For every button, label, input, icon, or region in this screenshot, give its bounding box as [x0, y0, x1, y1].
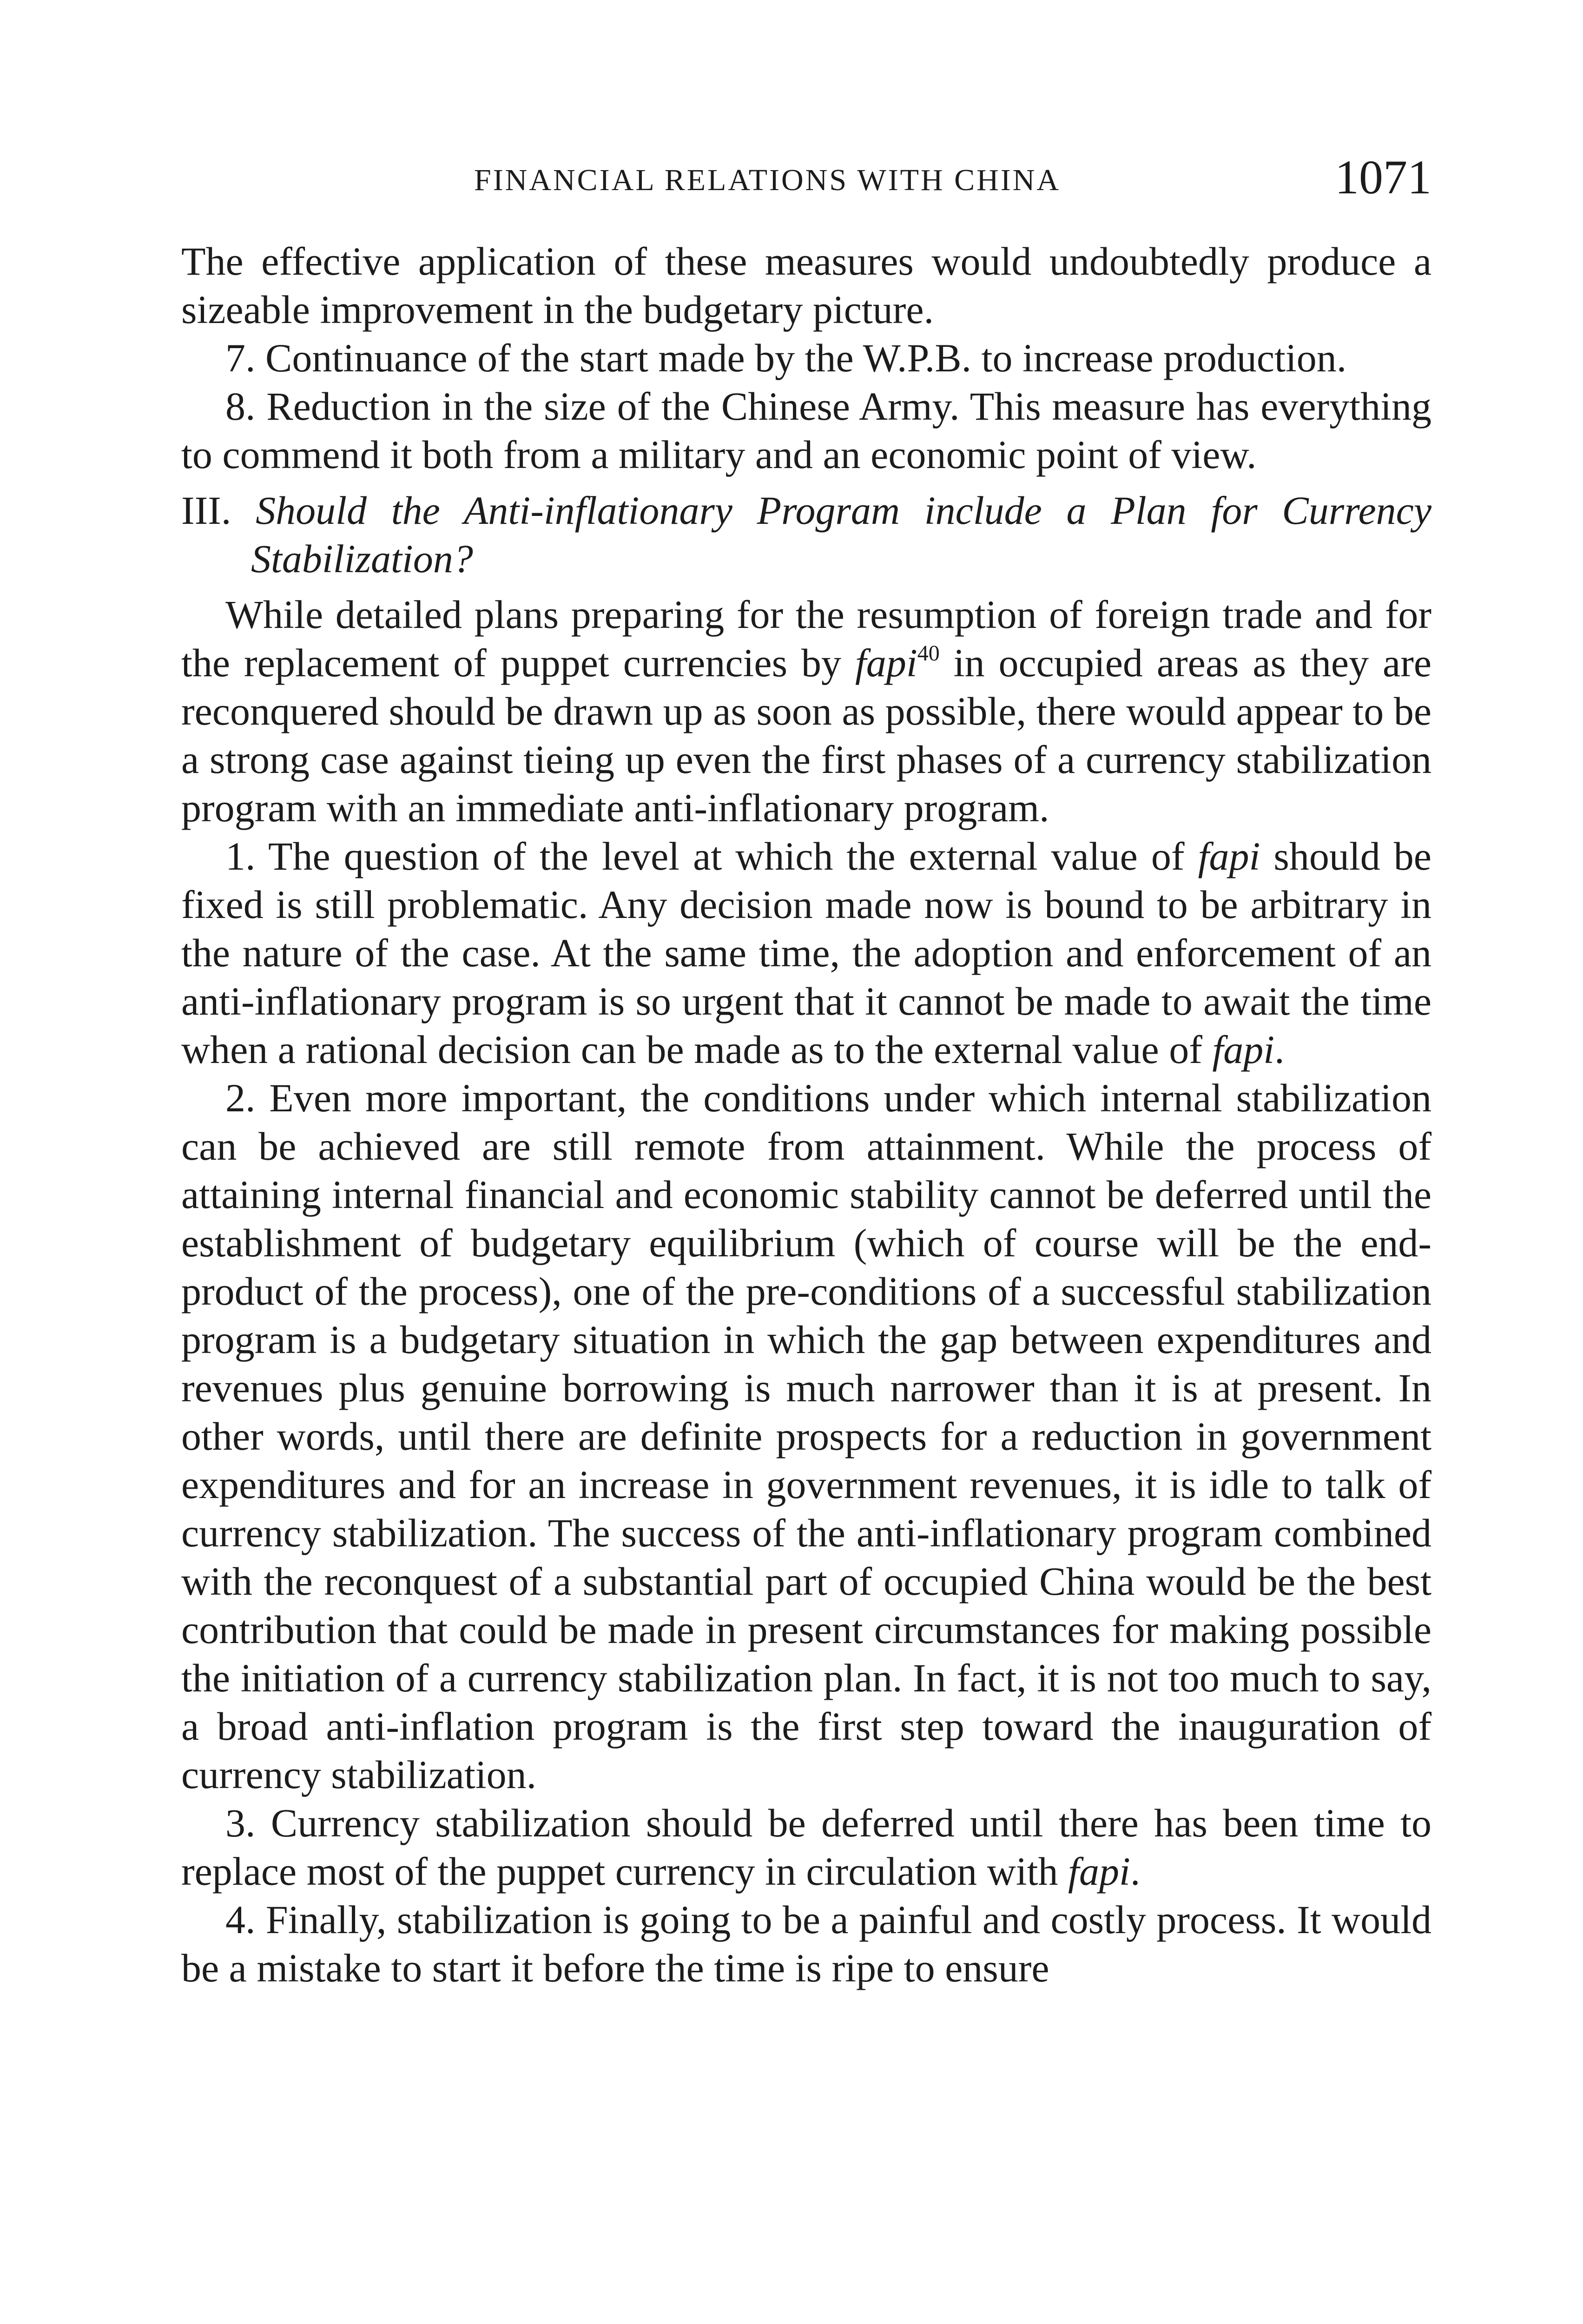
paragraph-item-8: 8. Reduction in the size of the Chinese Army. This measure has everything to commend it both from a military and an economic point of view.	[181, 384, 1431, 477]
body-text	[181, 237, 1431, 1992]
fapi-term: fapi	[855, 640, 917, 685]
paragraph-point-4: 4. Finally, stabilization is going to be a painful and costly process. It would be a mistake to start it before the time is ripe to ensure	[181, 1897, 1431, 1990]
paragraph-intro: The effective application of these measures would undoubtedly produce a sizeable improvement in the budgetary picture.	[181, 239, 1431, 332]
page-header	[181, 153, 1431, 209]
paragraph-point-2: 2. Even more important, the conditions under which internal stabilization can be achieved are still remote from attainment. While the process of attaining internal financial and economic stability cannot be deferred until the establishment of budgetary equilibrium (which of course will be the end-product of the process), one of the pre-conditions of a successful stabilization program is a budgetary situation in which the gap between expenditures and revenues plus genuine borrowing is much narrower than it is at present. In other words, until there are definite prospects for a reduction in government expenditures and for an increase in government revenues, it is idle to talk of currency stabilization. The success of the anti-inflationary program combined with the reconquest of a substantial part of occupied China would be the best contribution that could be made in present circumstances for making possible the initiation of a currency stabilization plan. In fact, it is not too much to say, a broad anti-inflation program is the first step toward the inauguration of currency stabilization.	[181, 1076, 1431, 1797]
running-head: FINANCIAL RELATIONS WITH CHINA	[474, 163, 1061, 197]
footnote-reference: 40	[917, 641, 940, 666]
section-number: III.	[181, 488, 231, 533]
paragraph-point-3: 3. Currency stabilization should be deferred until there has been time to replace most of the puppet currency in circulation with fapi.	[181, 1801, 1431, 1894]
paragraph-point-1: 1. The question of the level at which the external value of fapi should be fixed is still problematic. Any decision made now is bound to be arbitrary in the nature of the case. At the same time, the adoption and enforcement of an anti-inflationary program is so urgent that it cannot be made to await the time when a rational decision can be made as to the external value of fapi.	[181, 834, 1431, 1072]
paragraph-while: While detailed plans preparing for the resumption of foreign trade and for the replacement of puppet currencies by fapi$^{40}$ in occupied areas as they are reconquered should be drawn up as soon as possible, there would appear to be a strong case against tieing up even the first phases of a currency stabilization program with an immediate anti-inflationary program.	[181, 592, 1432, 830]
section-title: Should the Anti-inflationary Program include a Plan for Currency Stabilization?	[251, 488, 1431, 581]
page-number: 1071	[1335, 151, 1431, 204]
fapi-term: fapi	[1198, 834, 1260, 878]
fapi-term: fapi	[1212, 1027, 1275, 1072]
fapi-term: fapi	[1068, 1849, 1130, 1894]
paragraph-item-7: 7. Continuance of the start made by the W.P.B. to increase production.	[225, 336, 1347, 380]
section-heading	[181, 486, 1431, 583]
